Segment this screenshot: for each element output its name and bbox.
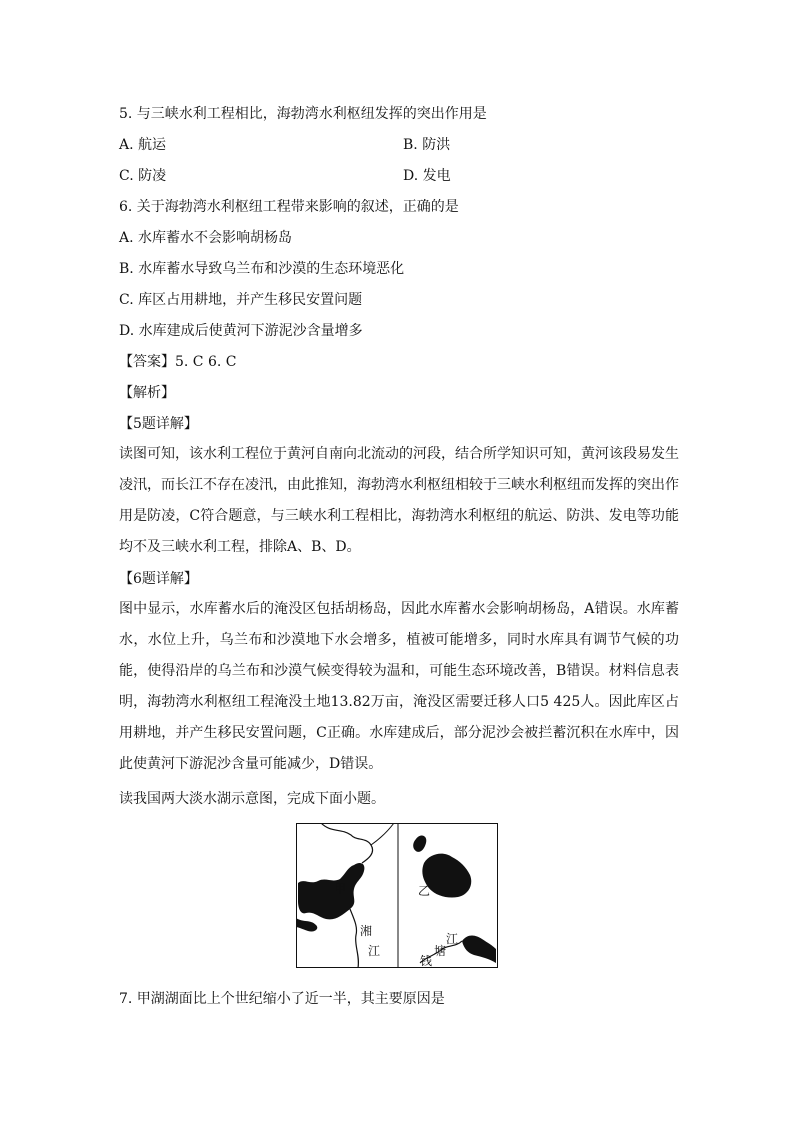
q6-option-a: A. 水库蓄水不会影响胡杨岛 (119, 230, 293, 246)
q5-detail-title: 【5题详解】 (119, 416, 198, 432)
q6-stem: 6. 关于海勃湾水利枢纽工程带来影响的叙述，正确的是 (119, 199, 459, 215)
analysis-title: 【解析】 (119, 385, 175, 401)
map-intro: 读我国两大淡水湖示意图，完成下面小题。 (119, 791, 385, 807)
map-label-tang: 塘 (434, 944, 447, 958)
answer-line: 【答案】5. C 6. C (119, 354, 237, 370)
river-line-left (321, 823, 373, 863)
map-label-jia: 甲 (334, 882, 347, 896)
lake-yi-islet (413, 836, 426, 852)
q6-option-d: D. 水库建成后使黄河下游泥沙含量增多 (119, 323, 363, 339)
q5-option-c: C. 防凌 (119, 168, 167, 184)
q6-detail-title: 【6题详解】 (119, 571, 198, 587)
q6-detail-text: 图中显示，水库蓄水后的淹没区包括胡杨岛，因此水库蓄水会影响胡杨岛，A错误。水库蓄水，水位上升，乌兰布和沙漠地下水会增多，植被可能增多，同时水库具有调节气候的功能，使得沿岸的乌兰布和沙漠气候变得较为温和，可能生态环境改善，B错误。材料信息表明，海勃湾水利枢纽工程淹没土地13.82万亩，淹没区需要迁移人口5 425人。因此库区占用耕地，并产生移民安置问题，C正确。水库建成后，部分泥沙会被拦蓄沉积在水库中，因此使黄河下游泥沙含量可能减少，D错误。 (119, 601, 679, 772)
q5-option-d: D. 发电 (403, 168, 451, 184)
map-label-qian: 钱 (420, 954, 433, 968)
map-label-xiang: 湘 (360, 924, 373, 938)
q5-option-a: A. 航运 (119, 137, 167, 153)
lake-jia-inlet (296, 918, 317, 932)
qiantang-estuary (462, 936, 496, 964)
q5-detail-text: 读图可知，该水利工程位于黄河自南向北流动的河段，结合所学知识可知，黄河该段易发生凌汛，而长江不存在凌汛，由此推知，海勃湾水利枢纽相较于三峡水利枢纽而发挥的突出作用是防凌，C符合题意，与三峡水利工程相比，海勃湾水利枢纽的航运、防洪、发电等功能均不及三峡水利工程，排除A、B、D。 (119, 446, 679, 555)
map-label-jiang-right: 江 (446, 932, 459, 946)
q7-stem: 7. 甲湖湖面比上个世纪缩小了近一半，其主要原因是 (119, 991, 445, 1007)
q5-stem: 5. 与三峡水利工程相比，海勃湾水利枢纽发挥的突出作用是 (119, 106, 487, 122)
map-label-yi: 乙 (418, 884, 431, 898)
q6-option-b: B. 水库蓄水导致乌兰布和沙漠的生态环境恶化 (119, 261, 405, 277)
river-branch-left (371, 823, 394, 845)
xiang-river (350, 909, 358, 968)
lake-jia (298, 863, 364, 919)
q5-option-b: B. 防洪 (403, 137, 451, 153)
lakes-map-figure (296, 823, 498, 968)
q6-option-c: C. 库区占用耕地，并产生移民安置问题 (119, 292, 363, 308)
map-label-jiang-left: 江 (368, 944, 381, 958)
